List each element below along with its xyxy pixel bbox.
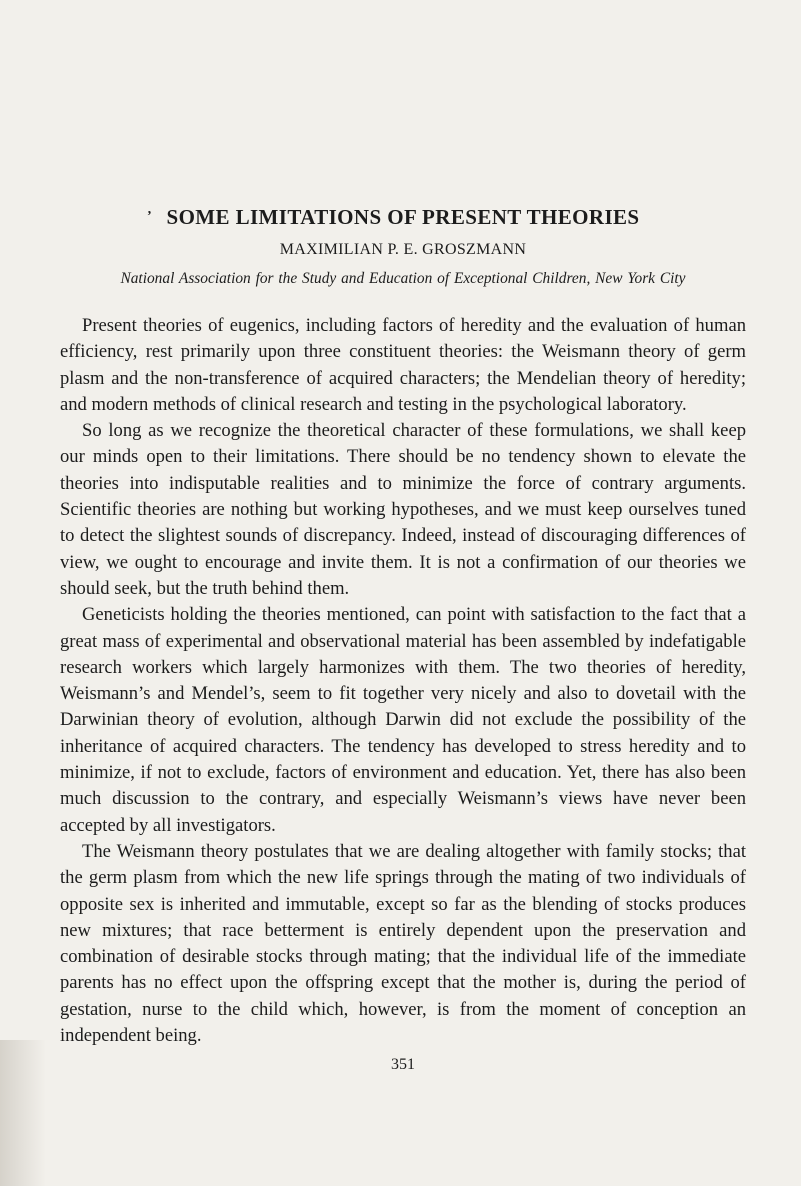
paragraph: Present theories of eugenics, including factors of heredity and the evaluation of human efficiency, rest primarily upon three constituent theories: the Weismann theory of germ plasm and the non-transference of acquired characters; the Mendelian theory of heredity; and modern methods of clinical research and testing in the psychological laboratory. xyxy=(60,315,746,415)
title-mark: ’ xyxy=(147,209,153,224)
paragraph: Geneticists holding the theories mentioned, can point with satisfaction to the fact that a great mass of experimental and observational material has been assembled by indefatigable research workers which largely harmonizes with them. The two theories of heredity, Weismann’s and Mendel’s, seem to fit together very nicely and also to dovetail with the Darwinian theory of evolution, although Darwin did not exclude the possibility of the inheritance of acquired characters. The tendency has developed to stress heredity and to minimize, if not to exclude, factors of environment and education. Yet, there has also been much discussion to the contrary, and especially Weismann’s views have never been accepted by all investigators. xyxy=(60,604,746,836)
article-title-text: SOME LIMITATIONS OF PRESENT THEORIES xyxy=(166,205,640,229)
page-edge-shadow xyxy=(0,1040,46,1186)
paragraph: So long as we recognize the theoretical character of these formulations, we shall keep our minds open to their limitations. There should be no tendency shown to elevate the theories into indisputable realities and to minimize the force of contrary arguments. Scientific theories are nothing but working hypotheses, and we must keep ourselves tuned to detect the slightest sounds of discrepancy. Indeed, instead of discouraging differences of view, we ought to encourage and invite them. It is not a confirmation of our theories we should seek, but the truth behind them. xyxy=(60,420,746,599)
article-title xyxy=(60,200,746,234)
article-author: MAXIMILIAN P. E. GROSZMANN xyxy=(279,241,527,258)
paragraph: The Weismann theory postulates that we are dealing altogether with family stocks; that the germ plasm from which the new life springs through the mating of two individuals of opposite sex is inherited and immutable, except so far as the blending of stocks produces new mixtures; that race betterment is entirely dependent upon the preservation and combination of desirable stocks through mating; that the individual life of the immediate parents has no effect upon the offspring except that the mother is, during the period of gestation, nurse to the child which, however, is from the moment of conception an independent being. xyxy=(60,840,746,1047)
page-number: 351 xyxy=(391,1056,415,1074)
article-page xyxy=(60,200,746,1077)
article-affiliation: National Association for the Study and Education of Exceptional Children, New York City xyxy=(120,270,686,287)
article-body xyxy=(60,313,746,1049)
